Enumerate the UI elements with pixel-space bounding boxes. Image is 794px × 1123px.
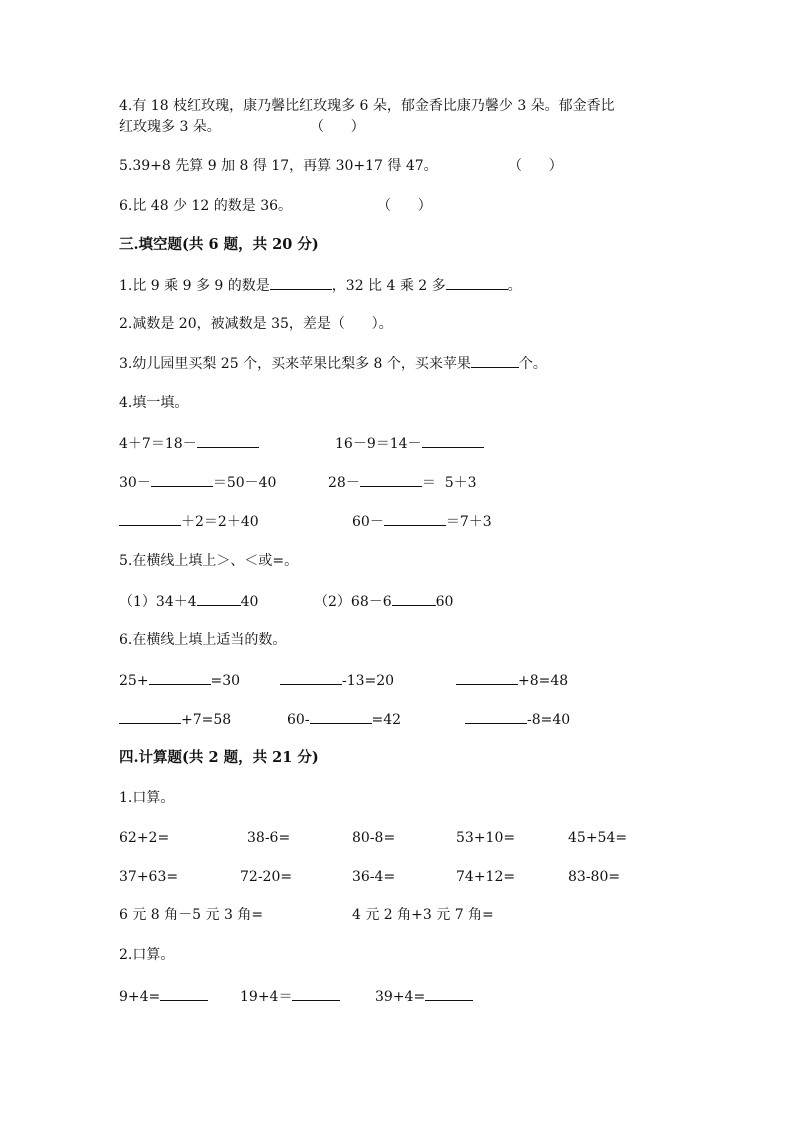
fill-q6-item6 — [465, 709, 570, 730]
fill-q6-item1-text-b: =30 — [210, 673, 241, 689]
calc-r2-item5: 83-80= — [568, 869, 621, 885]
calc-q2: 2.口算。 — [119, 947, 175, 963]
fill-q1-blank-2[interactable] — [446, 275, 508, 290]
fill-q3-text-a: 3.幼儿园里买梨 25 个，买来苹果比梨多 8 个，买来苹果 — [119, 356, 471, 372]
calc-r1-item3: 80-8= — [352, 830, 396, 846]
fill-q2: 2.减数是 20，被减数是 35，差是（ ）。 — [119, 316, 393, 332]
fill-q6-item3-text: +8=48 — [518, 673, 569, 689]
fill-q1-text-a: 1.比 9 乘 9 多 9 的数是 — [119, 278, 270, 294]
calc-r4-item1-blank[interactable] — [160, 986, 208, 1001]
judge-q5-answer-paren[interactable]: （ ） — [508, 158, 563, 174]
calc-r2-item4: 74+12= — [456, 869, 516, 885]
fill-q6-item5-text-a: 60- — [287, 712, 310, 728]
calc-r3-item1: 6 元 8 角－5 元 3 角= — [119, 907, 264, 923]
calc-r2-item1: 37+63= — [119, 869, 179, 885]
fill-q4-r2c1-blank[interactable] — [151, 472, 213, 487]
calc-r1-item1: 62+2= — [119, 830, 170, 846]
section3-title: 三.填空题(共 6 题，共 20 分) — [119, 236, 319, 253]
calc-r4-item1-text: 9+4= — [119, 989, 161, 1005]
fill-q5-part2-blank[interactable] — [392, 591, 436, 606]
fill-q6-item1 — [119, 670, 240, 691]
fill-q5-part1-value: 40 — [240, 594, 259, 610]
fill-q4-r3c2-blank[interactable] — [384, 511, 446, 526]
fill-q6-item4-text: +7=58 — [181, 712, 232, 728]
fill-q4-r2c1-text-a: 30－ — [119, 475, 151, 491]
fill-q4-r3c1-text: ＋2＝2＋40 — [181, 514, 259, 530]
fill-q1-text-c: 。 — [507, 278, 522, 294]
calc-r4-item2-text: 19+4＝ — [240, 989, 293, 1005]
fill-q6-item6-text: -8=40 — [527, 712, 571, 728]
judge-q4-line1: 4.有 18 枝红玫瑰，康乃馨比红玫瑰多 6 朵，郁金香比康乃馨少 3 朵。郁金香比 — [119, 98, 615, 114]
calc-r4-item3-blank[interactable] — [425, 986, 473, 1001]
fill-q6-item3 — [456, 670, 568, 691]
fill-q4-r3c2-text-a: 60－ — [352, 514, 384, 530]
fill-q6-item5-text-b: =42 — [371, 712, 402, 728]
calc-r3-item2: 4 元 2 角+3 元 7 角= — [352, 907, 494, 923]
fill-q6-item1-text-a: 25+ — [119, 673, 149, 689]
fill-q4: 4.填一填。 — [119, 395, 189, 411]
fill-q5-part1 — [119, 591, 258, 612]
fill-q4-r1c1-text: 4＋7＝18－ — [119, 436, 197, 452]
fill-q4-r1c1 — [119, 433, 259, 454]
fill-q4-r3c1-blank[interactable] — [119, 511, 181, 526]
fill-q4-r1c1-blank[interactable] — [197, 433, 259, 448]
calc-r4-item2-blank[interactable] — [292, 986, 340, 1001]
calc-q1: 1.口算。 — [119, 790, 175, 806]
fill-q4-r1c2 — [335, 433, 484, 454]
fill-q6-item4 — [119, 709, 231, 730]
fill-q4-r3c2 — [352, 511, 492, 532]
judge-q4-line2: 红玫瑰多 3 朵。 — [119, 119, 221, 135]
calc-r1-item5: 45+54= — [568, 830, 628, 846]
fill-q6-item3-blank[interactable] — [456, 670, 518, 685]
calc-r4-item1 — [119, 986, 208, 1007]
fill-q3-text-b: 个。 — [518, 356, 547, 372]
section4-title: 四.计算题(共 2 题，共 21 分) — [119, 749, 319, 766]
fill-q5-part1-blank[interactable] — [197, 591, 241, 606]
calc-r2-item2: 72-20= — [240, 869, 293, 885]
fill-q6-item2 — [280, 670, 394, 691]
fill-q4-r3c2-text-b: ＝7＋3 — [445, 514, 492, 530]
judge-q4-answer-paren[interactable]: （ ） — [310, 119, 365, 135]
fill-q3 — [119, 353, 547, 374]
judge-q6: 6.比 48 少 12 的数是 36。 — [119, 198, 293, 214]
calc-r4-item3-text: 39+4= — [375, 989, 426, 1005]
fill-q6-item5 — [287, 709, 401, 730]
judge-q5: 5.39+8 先算 9 加 8 得 17，再算 30+17 得 47。 — [119, 158, 438, 174]
fill-q4-r3c1 — [119, 511, 259, 532]
calc-r4-item2 — [240, 986, 340, 1007]
fill-q5-part2-value: 60 — [435, 594, 454, 610]
fill-q1 — [119, 275, 522, 296]
fill-q6-item5-blank[interactable] — [310, 709, 372, 724]
fill-q1-text-b: ，32 比 4 乘 2 多 — [331, 278, 446, 294]
fill-q6-item1-blank[interactable] — [149, 670, 211, 685]
fill-q4-r1c2-text: 16－9＝14－ — [335, 436, 422, 452]
fill-q5: 5.在横线上填上＞、＜或=。 — [119, 553, 299, 569]
fill-q4-r2c2 — [328, 472, 477, 493]
fill-q6-item6-blank[interactable] — [465, 709, 527, 724]
fill-q4-r2c1-text-b: ＝50－40 — [212, 475, 277, 491]
calc-r2-item3: 36-4= — [352, 869, 396, 885]
fill-q6-item4-blank[interactable] — [119, 709, 181, 724]
fill-q3-blank[interactable] — [471, 353, 519, 368]
fill-q6: 6.在横线上填上适当的数。 — [119, 632, 287, 648]
fill-q6-item2-text: -13=20 — [342, 673, 395, 689]
fill-q4-r2c2-text-a: 28－ — [328, 475, 360, 491]
fill-q5-part1-text: （1）34＋4 — [119, 594, 197, 610]
fill-q5-part2 — [314, 591, 453, 612]
fill-q4-r2c1 — [119, 472, 276, 493]
fill-q5-part2-text: （2）68－6 — [314, 594, 392, 610]
judge-q6-answer-paren[interactable]: （ ） — [377, 198, 432, 214]
fill-q4-r1c2-blank[interactable] — [422, 433, 484, 448]
calc-r4-item3 — [375, 986, 473, 1007]
fill-q6-item2-blank[interactable] — [280, 670, 342, 685]
fill-q1-blank-1[interactable] — [270, 275, 332, 290]
calc-r1-item4: 53+10= — [456, 830, 516, 846]
calc-r1-item2: 38-6= — [247, 830, 291, 846]
fill-q4-r2c2-blank[interactable] — [360, 472, 422, 487]
fill-q4-r2c2-text-b: ＝ 5＋3 — [421, 475, 477, 491]
